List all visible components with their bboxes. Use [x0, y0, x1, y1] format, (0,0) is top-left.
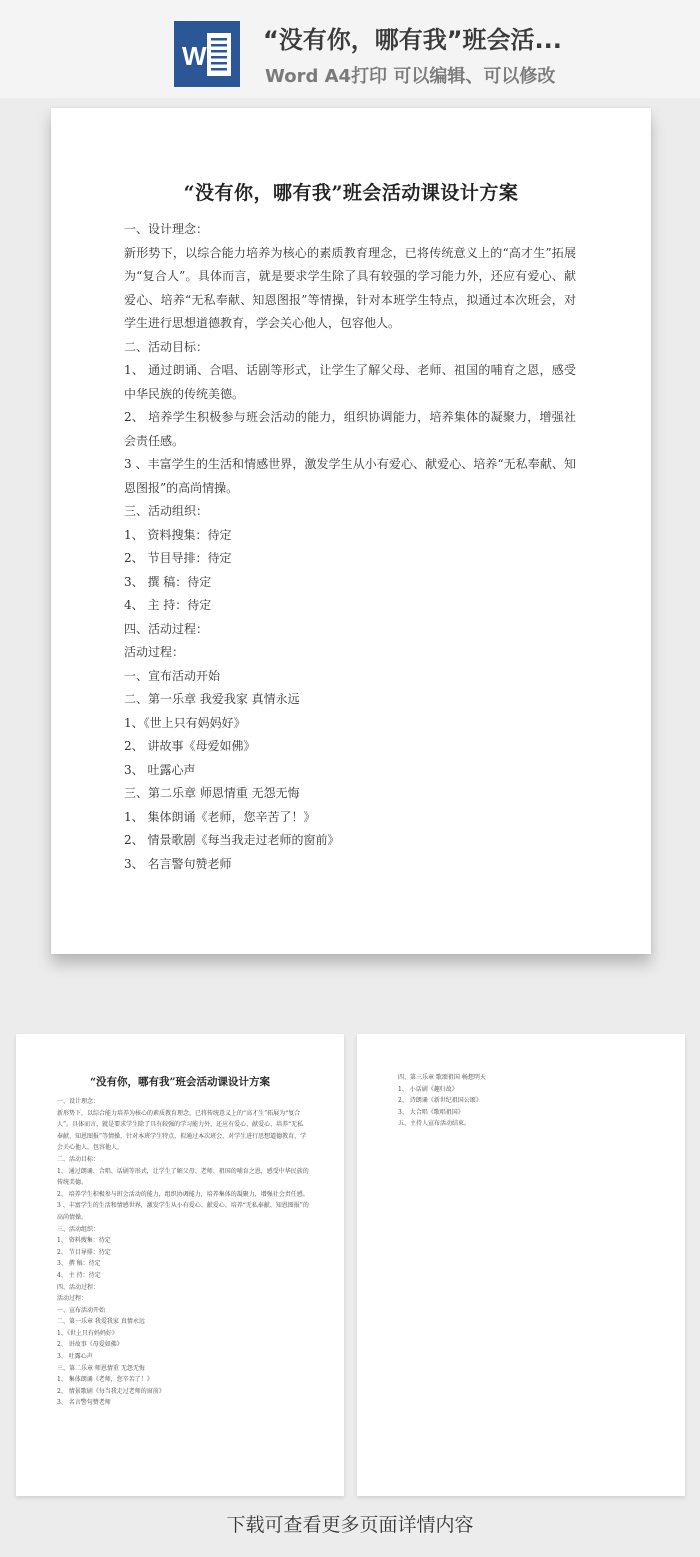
document-page-preview	[51, 108, 651, 954]
paragraph: 三、第二乐章 师恩情重 无怨无悔	[57, 1364, 145, 1372]
paragraph: 2、 节目导排：待定	[124, 551, 232, 565]
paragraph: 四、活动过程：	[57, 1283, 100, 1291]
thumbnail-body	[57, 1096, 309, 1409]
paragraph: 三、活动组织：	[57, 1225, 100, 1233]
paragraph: 四、第三乐章 歌颂祖国 畅想明天	[398, 1074, 486, 1081]
paragraph: 3 、丰富学生的生活和情感世界，激发学生从小有爱心、献爱心、培养“无私奉献、知恩图报”的高尚情操。	[57, 1202, 309, 1221]
paragraph: 3、 名言警句赞老师	[57, 1399, 111, 1407]
paragraph: 4、 主 持：待定	[57, 1271, 101, 1279]
paragraph: 1、《世上只有妈妈好》	[124, 715, 246, 730]
paragraph: 活动过程：	[57, 1295, 88, 1303]
paragraph: 1、 通过朗诵、合唱、话剧等形式，让学生了解父母、老师、祖国的哺育之恩，感受中华民族的传统美德。	[57, 1167, 309, 1187]
download-prompt[interactable]: 下载可查看更多页面详情内容	[226, 1514, 474, 1536]
word-doc-icon	[174, 21, 240, 87]
paragraph: 二、第一乐章 我爱我家 真情永远	[57, 1318, 145, 1326]
paragraph: 2、 情景歌剧《每当我走过老师的窗前》	[57, 1387, 165, 1395]
paragraph: 三、第二乐章 师恩情重 无怨无悔	[124, 786, 300, 800]
paragraph: 2、 节目导排：待定	[57, 1248, 111, 1256]
paragraph: 二、活动目标：	[124, 339, 209, 354]
paragraph: 1、 小话剧《趣归故》	[398, 1085, 458, 1093]
paragraph: 3、 撰 稿：待定	[124, 574, 212, 589]
paragraph: 一、设计理念：	[57, 1098, 100, 1105]
paragraph: 二、第一乐章 我爱我家 真情永远	[124, 692, 300, 706]
paragraph: 1、 资料搜集：待定	[57, 1237, 111, 1245]
paragraph: 2、 讲故事《母爱如佛》	[57, 1341, 123, 1349]
paragraph: 一、宣布活动开始	[124, 668, 221, 683]
paragraph: 2、 诗朗诵《新世纪祖国公颂》	[398, 1097, 482, 1105]
paragraph: 3、 吐露心声	[57, 1353, 93, 1361]
page-thumbnail-2[interactable]	[357, 1034, 685, 1496]
paragraph: 二、活动目标：	[57, 1155, 100, 1163]
paragraph: 新形势下，以综合能力培养为核心的素质教育理念，已将传统意义上的“高才生”拓展为“复合人”。具体而言，就是要求学生除了具有较强的学习能力外，还应有爱心、献爱心、培养“无私奉献、知恩图报”等情操，针对本班学生特点，拟通过本次班会，对学生进行思想道德教育，学会关心他人，包容他人。	[124, 245, 576, 330]
header-title: “没有你，哪有我”班会活...	[263, 26, 562, 54]
page-thumbnail-1[interactable]	[16, 1034, 344, 1496]
paragraph: 新形势下，以综合能力培养为核心的素质教育理念，已将传统意义上的“高才生”拓展为“复合人”。具体而言，就是要求学生除了具有较强的学习能力外，还应有爱心、献爱心、培养“无私奉献、知恩图报”等情操，针对本班学生特点，拟通过本次班会，对学生进行思想道德教育，学会关心他人，包容他人。	[57, 1109, 307, 1152]
word-icon-letter: W	[182, 41, 207, 71]
paragraph: 3 、丰富学生的生活和情感世界，激发学生从小有爱心、献爱心、培养“无私奉献、知恩图报”的高尚情操。	[124, 457, 576, 495]
paragraph: 三、活动组织：	[124, 504, 209, 518]
paragraph: 一、宣布活动开始	[57, 1306, 106, 1314]
paragraph: 1、 资料搜集：待定	[124, 527, 232, 542]
paragraph: 3、 吐露心声	[124, 762, 196, 777]
paragraph: 2、 情景歌剧《每当我走过老师的窗前》	[124, 833, 340, 847]
paragraph: 2、 培养学生积极参与班会活动的能力，组织协调能力，培养集体的凝聚力，增强社会责任感。	[124, 410, 576, 448]
paragraph: 1、 集体朗诵《老师，您辛苦了！》	[57, 1376, 153, 1384]
document-body	[124, 218, 576, 876]
document-title: “没有你，哪有我”班会活动课设计方案	[183, 182, 519, 204]
header-subtitle: Word A4打印 可以编辑、可以修改	[265, 66, 556, 87]
thumbnail-body	[398, 1072, 650, 1130]
paragraph: 1、《世上只有妈妈好》	[57, 1329, 118, 1337]
paragraph: 1、 集体朗诵《老师，您辛苦了！》	[124, 809, 316, 824]
paragraph: 五、主持人宣布活动结束。	[398, 1120, 471, 1128]
paragraph: 3、 名言警句赞老师	[124, 856, 232, 871]
thumbnail-title: “没有你，哪有我”班会活动课设计方案	[89, 1076, 271, 1088]
paragraph: 四、活动过程：	[124, 621, 209, 636]
paragraph: 2、 讲故事《母爱如佛》	[124, 739, 256, 753]
header	[0, 0, 700, 98]
paragraph: 3、 大合唱《歌唱祖国》	[398, 1108, 464, 1116]
paragraph: 1、 通过朗诵、合唱、话剧等形式，让学生了解父母、老师、祖国的哺育之恩，感受中华民族的传统美德。	[124, 363, 576, 401]
paragraph: 活动过程：	[124, 645, 185, 659]
paragraph: 2、 培养学生积极参与班会活动的能力，组织协调能力，培养集体的凝聚力，增强社会责任感。	[57, 1190, 309, 1198]
paragraph: 4、 主 持：待定	[124, 598, 212, 612]
paragraph: 一、设计理念：	[124, 222, 209, 236]
paragraph: 3、 撰 稿：待定	[57, 1260, 101, 1268]
